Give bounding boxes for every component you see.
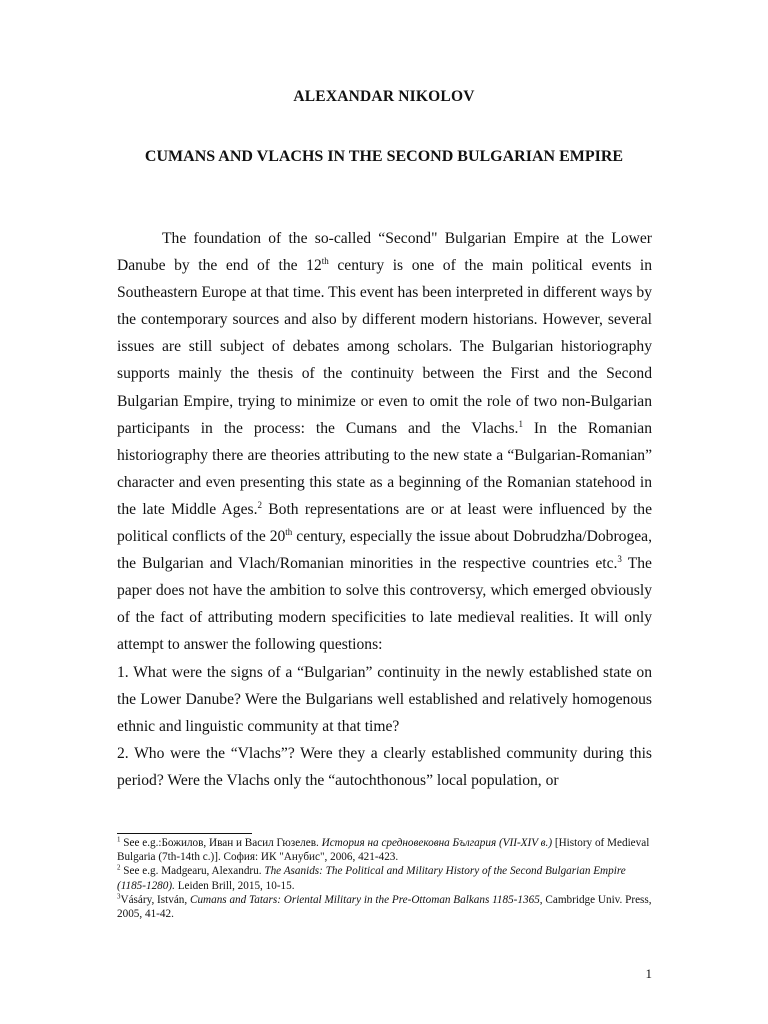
footnote-2 (117, 864, 652, 892)
question-2: 2. Who were the “Vlachs”? Were they a clearly established community during this period? Were the Vlachs only the “autochthonous” local population, or (117, 744, 652, 789)
text-segment: century, especially the issue about Dobrudzha/Dobrogea, the Bulgarian and Vlach/Romanian minorities in the respective countries etc. (117, 528, 652, 573)
footnote-title: Cumans and Tatars: Oriental Military in the Pre-Ottoman Balkans 1185-1365 (189, 893, 540, 906)
author-name: ALEXANDAR NIKOLOV (293, 88, 475, 105)
body-text (117, 225, 652, 794)
ordinal-superscript: th (285, 526, 293, 537)
footnote-text: [History of Medieval Bulgaria (7th-14th c.)]. София: ИК "Анубис", 2006, 421-423. (117, 837, 650, 864)
footnote-title: The Asanids: The Political and Military History of the Second Bulgarian Empire (1185-1280). (117, 865, 626, 892)
footnote-text: See e.g. Madgearu, Alexandru. (120, 865, 265, 878)
footnote-text: See e.g.:Божилов, Иван и Васил Гюзелев. (120, 837, 322, 849)
text-segment: Both representations are or at least were influenced by the political conflicts of the 20 (117, 500, 652, 546)
text-segment: century is one of the main political events in Southeastern Europe at that time. This event has been interpreted in different ways by the contemporary sources and also by different modern historians. However, several issues are still subject of debates among scholars. The Bulgarian historiography supports mainly the thesis of the continuity between the First and the Second Bulgarian Empire, trying to minimize or even to omit the role of two non-Bulgarian participants in the process: the Cumans and the Vlachs. (117, 257, 652, 437)
footnote-text: Vásáry, István, (120, 893, 190, 906)
footnote-number: 3 (117, 892, 121, 901)
paper-title: CUMANS AND VLACHS IN THE SECOND BULGARIAN EMPIRE (144, 148, 624, 165)
footnote-ref-3[interactable]: 3 (617, 553, 622, 564)
ordinal-superscript: th (321, 255, 329, 266)
text-segment: The foundation of the so-called “Second" Bulgarian Empire at the Lower Danube by the end of the 12 (117, 230, 652, 275)
footnote-1 (117, 836, 652, 864)
footnotes (117, 836, 652, 921)
footnote-text: , Cambridge Univ. Press, 2005, 41-42. (117, 893, 652, 921)
question-1: 1. What were the signs of a “Bulgarian” continuity in the newly established state on the Lower Danube? Were the Bulgarians well established and relatively homogenous ethnic and linguistic community at that time? (117, 663, 652, 735)
footnote-number: 1 (117, 835, 121, 844)
footnote-ref-1[interactable]: 1 (518, 418, 523, 429)
footnote-text: Leiden Brill, 2015, 10-15. (174, 879, 295, 892)
text-segment: In the Romanian historiography there are theories attributing to the new state a “Bulgarian-Romanian” character and even presenting this state as a beginning of the Romanian statehood in the late Middle Ages. (117, 419, 653, 518)
intro-paragraph (117, 225, 652, 659)
footnote-separator (117, 833, 252, 834)
page-number: 1 (645, 966, 652, 981)
footnote-ref-2[interactable]: 2 (257, 499, 262, 510)
footnote-3 (117, 893, 652, 921)
text-segment: The paper does not have the ambition to solve this controversy, which emerged obviously of the fact of attributing modern specificities to late medieval realities. It will only attempt to answer the following questions: (117, 555, 652, 654)
footnote-number: 2 (117, 863, 121, 872)
footnote-title: История на средновековна България (VII-XIV в.) (321, 837, 553, 849)
